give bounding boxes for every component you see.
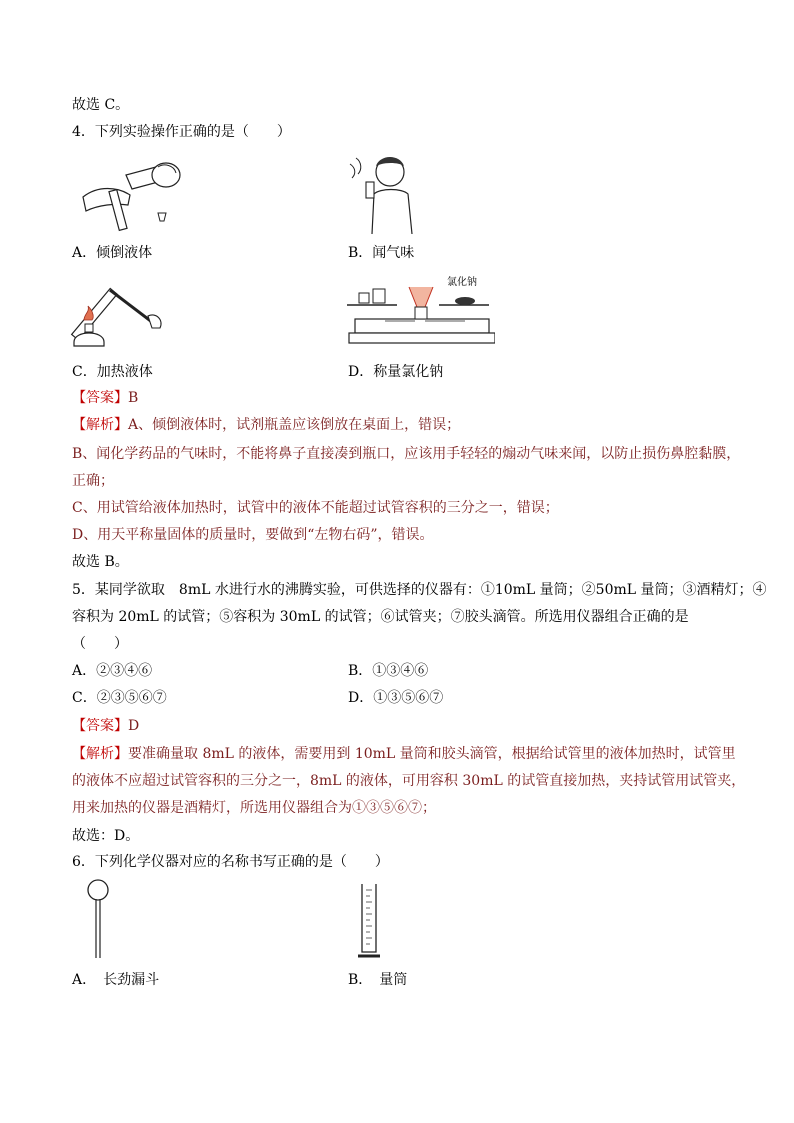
answer-value: B xyxy=(128,390,139,406)
explanation-tag: 【解析】 xyxy=(72,746,128,762)
explanation-5-line3: 用来加热的仪器是酒精灯，所选用仪器组合为①③⑤⑥⑦； xyxy=(72,800,436,816)
graduated-cylinder-figure xyxy=(354,880,384,962)
option-5A: A．②③④⑥ xyxy=(72,663,153,679)
answer-5 xyxy=(72,716,139,736)
question-5-line3: （ ） xyxy=(72,636,128,652)
option-4B: B．闻气味 xyxy=(348,245,415,261)
answer-tag: 【答案】 xyxy=(72,718,128,734)
explanation-5-line2: 的液体不应超过试管容积的三分之一，8mL 的液体，可用容积 30mL 的试管直接加热，夹持试管用试管夹， xyxy=(72,773,746,789)
heat-liquid-figure xyxy=(70,272,170,354)
option-6B: B． 量筒 xyxy=(348,972,408,988)
question-5-line1: 5．某同学欲取 8mL 水进行水的沸腾实验，可供选择的仪器有：①10mL 量筒；②50mL 量筒；③酒精灯；④ xyxy=(72,582,767,598)
answer-line: 故选 B。 xyxy=(72,554,129,570)
option-5B: B．①③④⑥ xyxy=(348,663,429,679)
question-4: 4．下列实验操作正确的是（ ） xyxy=(72,124,291,140)
answer-tag: 【答案】 xyxy=(72,390,128,406)
long-neck-funnel-figure xyxy=(82,878,114,960)
option-4D: D．称量氯化钠 xyxy=(348,364,444,380)
pour-liquid-figure xyxy=(78,155,188,235)
explanation-5-line1 xyxy=(72,744,736,764)
option-4C: C．加热液体 xyxy=(72,364,153,380)
smell-gas-figure xyxy=(346,150,426,234)
question-5-line2: 容积为 20mL 的试管；⑤容积为 30mL 的试管；⑥试管夹；⑦胶头滴管。所选用仪器组合正确的是 xyxy=(72,609,689,625)
explanation-text: A、倾倒液体时，试剂瓶盖应该倒放在桌面上，错误； xyxy=(128,417,461,433)
explanation-4-line1 xyxy=(72,415,460,435)
explanation-4-line5: D、用天平称量固体的质量时，要做到“左物右码”，错误。 xyxy=(72,527,434,543)
option-5D: D．①③⑤⑥⑦ xyxy=(348,690,444,706)
explanation-tag: 【解析】 xyxy=(72,417,128,433)
answer-line: 故选：D。 xyxy=(72,828,140,844)
option-6A: A． 长劲漏斗 xyxy=(72,972,160,988)
answer-4 xyxy=(72,388,138,408)
explanation-4-line4: C、用试管给液体加热时，试管中的液体不能超过试管容积的三分之一，错误； xyxy=(72,500,559,516)
explanation-text: 要准确量取 8mL 的液体，需要用到 10mL 量筒和胶头滴管，根据给试管里的液体加热时，试管里 xyxy=(128,746,736,762)
answer-line: 故选 C。 xyxy=(72,97,130,113)
option-5C: C．②③⑤⑥⑦ xyxy=(72,690,167,706)
explanation-4-line3: 正确； xyxy=(72,473,114,489)
answer-value: D xyxy=(128,718,140,734)
question-6: 6．下列化学仪器对应的名称书写正确的是（ ） xyxy=(72,854,389,870)
option-4A: A．倾倒液体 xyxy=(72,245,153,261)
explanation-4-line2: B、闻化学药品的气味时，不能将鼻子直接凑到瓶口，应该用手轻轻的煽动气味来闻，以防止损伤鼻腔黏膜， xyxy=(72,446,741,462)
sodium-chloride-label: 氯化钠 xyxy=(447,277,477,288)
